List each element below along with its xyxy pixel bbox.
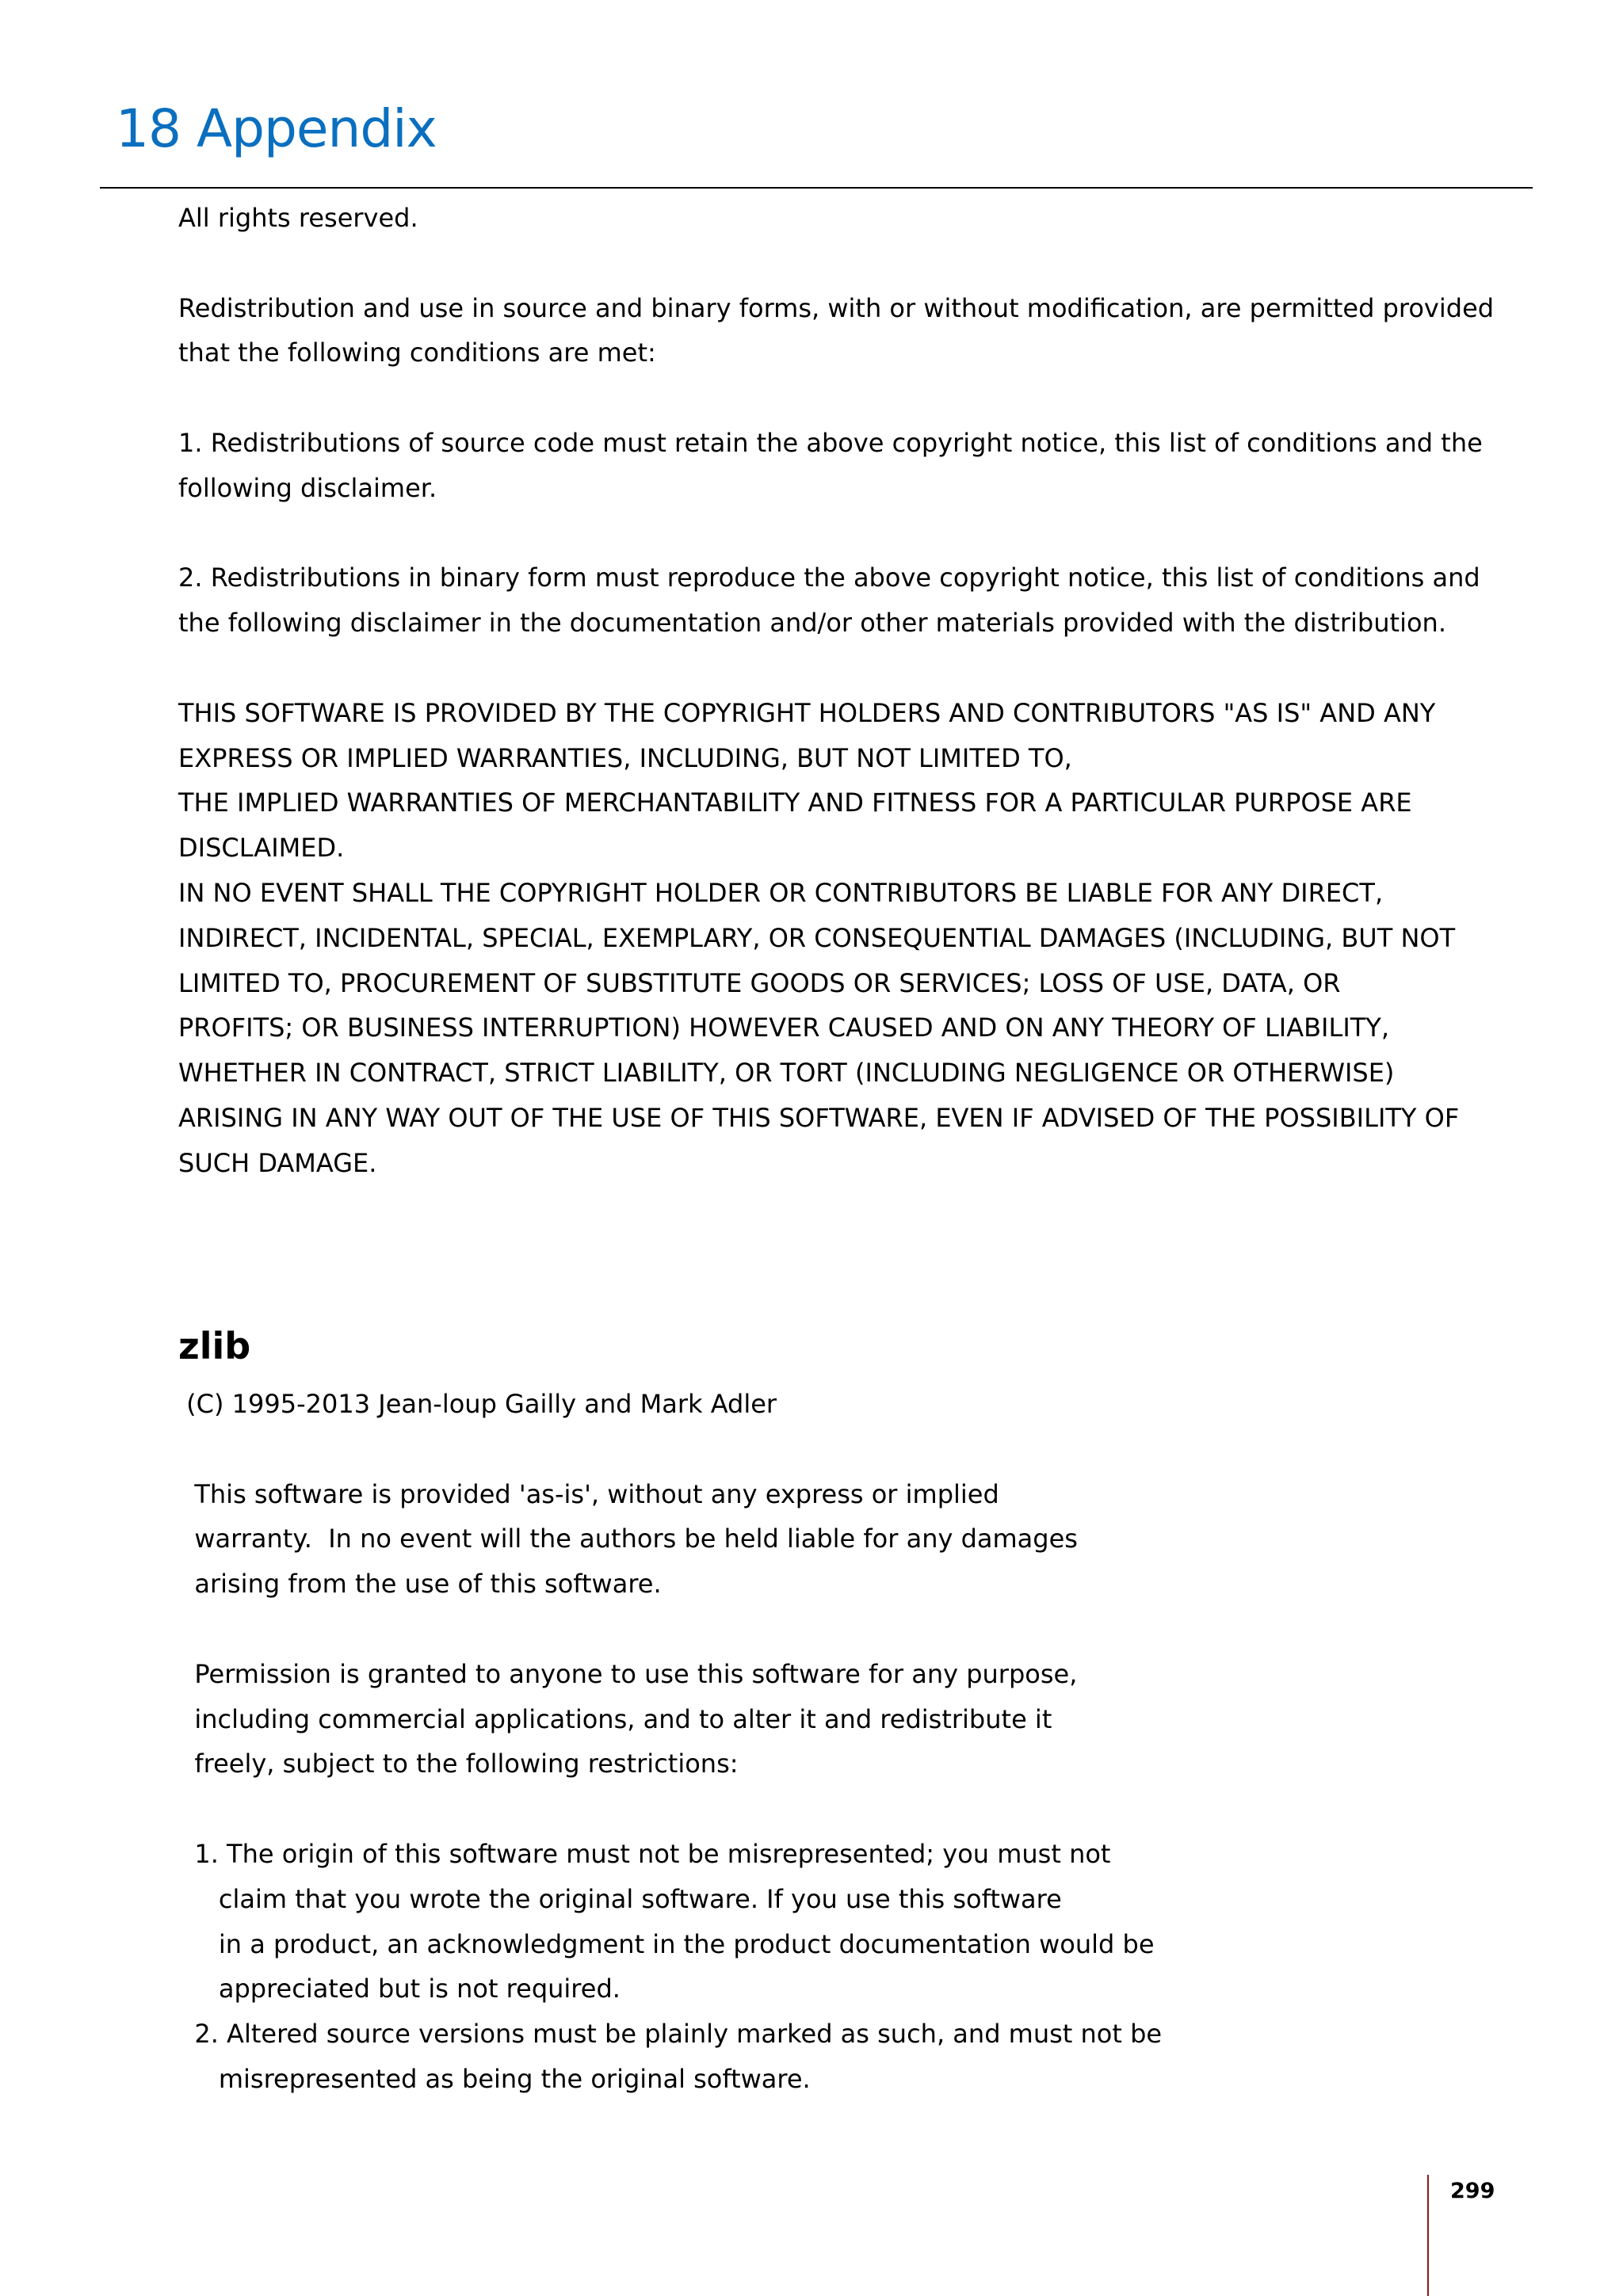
text-line: WHETHER IN CONTRACT, STRICT LIABILITY, OR TORT (INCLUDING NEGLIGENCE OR OTHERWISE) <box>178 1058 1395 1089</box>
text-line: This software is provided 'as-is', without any express or implied <box>178 1478 999 1509</box>
text-line: 2. Redistributions in binary form must reproduce the above copyright notice, this list of conditions and <box>178 563 1480 593</box>
license-text <box>178 196 1495 1186</box>
text-line: 2. Altered source versions must be plainly marked as such, and must not be <box>178 2019 1163 2050</box>
footer-divider <box>1427 2175 1429 2296</box>
section-heading-zlib: zlib <box>178 1325 251 1367</box>
zlib-license-text <box>178 1382 1209 2102</box>
text-line: freely, subject to the following restrictions: <box>178 1749 739 1779</box>
text-line: Permission is granted to anyone to use this software for any purpose, <box>178 1658 1078 1689</box>
blank-line <box>178 1427 1209 1472</box>
text-line: (C) 1995-2013 Jean-loup Gailly and Mark Adler <box>178 1389 777 1419</box>
text-line: DISCLAIMED. <box>178 833 345 864</box>
text-line: PROFITS; OR BUSINESS INTERRUPTION) HOWEVER CAUSED AND ON ANY THEORY OF LIABILITY, <box>178 1013 1390 1043</box>
text-line: arising from the use of this software. <box>178 1569 662 1600</box>
text-line: 1. Redistributions of source code must retain the above copyright notice, this list of conditions and the <box>178 427 1483 458</box>
blank-line <box>178 376 1462 421</box>
text-line: following disclaimer. <box>178 472 437 503</box>
text-line: IN NO EVENT SHALL THE COPYRIGHT HOLDER OR CONTRIBUTORS BE LIABLE FOR ANY DIRECT, <box>178 877 1384 908</box>
title-divider <box>100 187 1533 189</box>
text-line: claim that you wrote the original software. If you use this software <box>178 1883 1062 1914</box>
text-line: 1. The origin of this software must not be misrepresented; you must not <box>178 1838 1111 1869</box>
blank-line <box>178 511 1462 556</box>
text-line: misrepresented as being the original software. <box>178 2063 811 2094</box>
text-line: INDIRECT, INCIDENTAL, SPECIAL, EXEMPLARY, OR CONSEQUENTIAL DAMAGES (INCLUDING, BUT NOT <box>178 922 1456 953</box>
text-line: that the following conditions are met: <box>178 338 656 368</box>
blank-line <box>178 1787 1209 1832</box>
blank-line <box>178 241 1462 286</box>
text-line: warranty. In no event will the authors be held liable for any damages <box>178 1524 1078 1554</box>
text-line: THIS SOFTWARE IS PROVIDED BY THE COPYRIGHT HOLDERS AND CONTRIBUTORS "AS IS" AND ANY <box>178 697 1436 728</box>
blank-line <box>178 646 1462 691</box>
text-line: THE IMPLIED WARRANTIES OF MERCHANTABILITY AND FITNESS FOR A PARTICULAR PURPOSE ARE <box>178 788 1412 818</box>
text-line: LIMITED TO, PROCUREMENT OF SUBSTITUTE GOODS OR SERVICES; LOSS OF USE, DATA, OR <box>178 967 1341 998</box>
text-line: in a product, an acknowledgment in the product documentation would be <box>178 1928 1155 1959</box>
text-line: appreciated but is not required. <box>178 1974 621 2004</box>
text-line: the following disclaimer in the documentation and/or other materials provided with the distribution. <box>178 608 1446 639</box>
blank-line <box>178 1607 1209 1652</box>
page-title: 18 Appendix <box>116 98 437 159</box>
page-number: 299 <box>1450 2179 1495 2203</box>
text-line: ARISING IN ANY WAY OUT OF THE USE OF THIS SOFTWARE, EVEN IF ADVISED OF THE POSSIBILITY OF <box>178 1102 1460 1133</box>
text-line: Redistribution and use in source and binary forms, with or without modification, are permitted provided <box>178 292 1495 323</box>
text-line: including commercial applications, and to alter it and redistribute it <box>178 1703 1052 1734</box>
text-line: All rights reserved. <box>178 203 418 233</box>
text-line: EXPRESS OR IMPLIED WARRANTIES, INCLUDING, BUT NOT LIMITED TO, <box>178 742 1072 773</box>
text-line: SUCH DAMAGE. <box>178 1147 377 1178</box>
